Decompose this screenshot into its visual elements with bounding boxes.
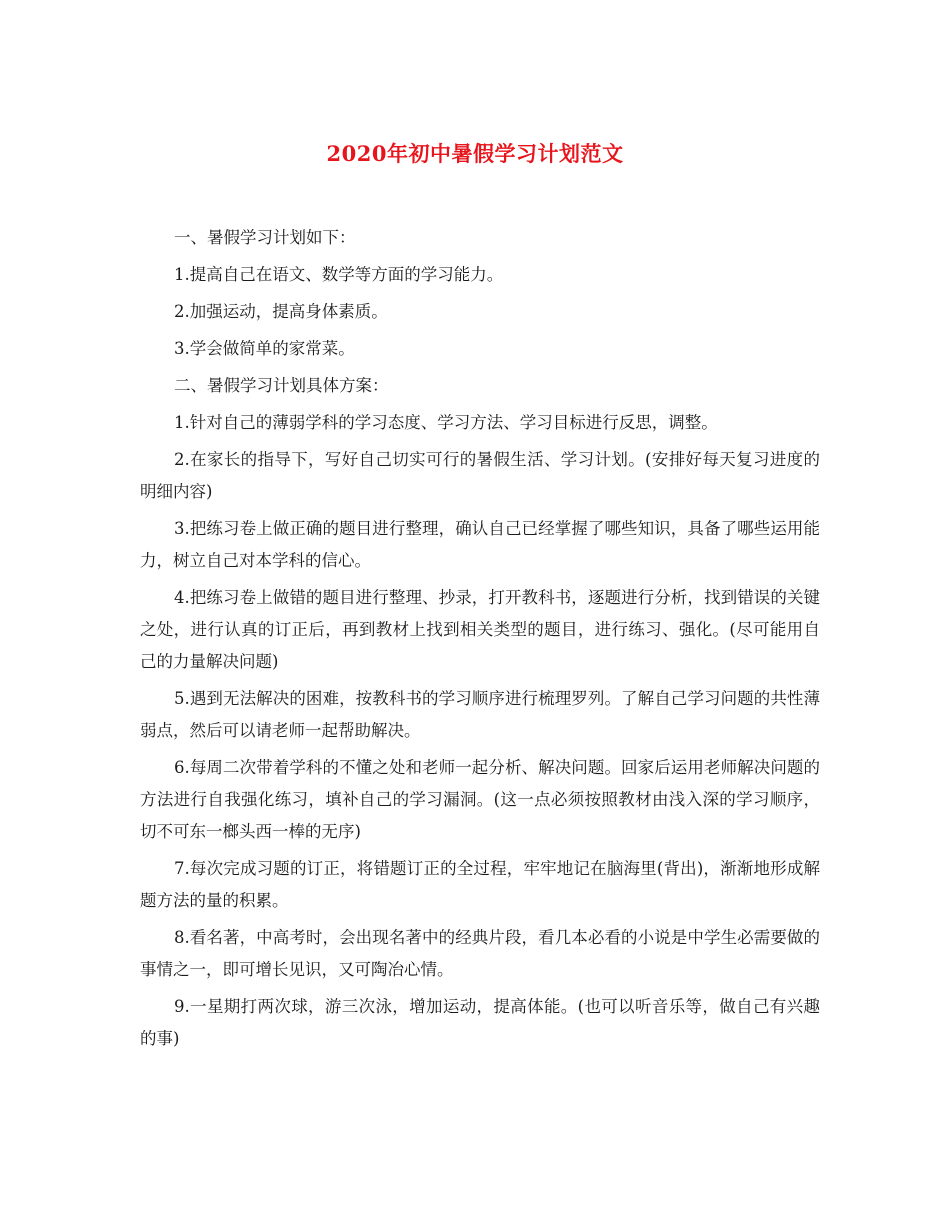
document-title: 2020年初中暑假学习计划范文 <box>326 141 624 166</box>
paragraph-plan-9: 9.一星期打两次球，游三次泳，增加运动，提高体能。(也可以听音乐等，做自己有兴趣的事) <box>140 997 820 1048</box>
paragraph-goal-2: 2.加强运动，提高身体素质。 <box>174 302 388 321</box>
paragraph-goal-3: 3.学会做简单的家常菜。 <box>174 339 355 358</box>
paragraph-section-two-heading: 二、暑假学习计划具体方案： <box>174 376 389 395</box>
paragraph-plan-8: 8.看名著，中高考时，会出现名著中的经典片段，看几本必看的小说是中学生必需要做的事情之一，即可增长见识，又可陶冶心情。 <box>140 928 820 979</box>
document-body <box>140 222 820 1060</box>
paragraph-plan-4: 4.把练习卷上做错的题目进行整理、抄录，打开教科书，逐题进行分析，找到错误的关键之处，进行认真的订正后，再到教材上找到相关类型的题目，进行练习、强化。(尽可能用自己的力量解决问题) <box>140 588 820 671</box>
paragraph-plan-1: 1.针对自己的薄弱学科的学习态度、学习方法、学习目标进行反思，调整。 <box>174 413 718 432</box>
paragraph-plan-6: 6.每周二次带着学科的不懂之处和老师一起分析、解决问题。回家后运用老师解决问题的方法进行自我强化练习，填补自己的学习漏洞。(这一点必须按照教材由浅入深的学习顺序，切不可东一榔头西一棒的无序) <box>140 758 820 841</box>
paragraph-plan-5: 5.遇到无法解决的困难，按教科书的学习顺序进行梳理罗列。了解自己学习问题的共性薄弱点，然后可以请老师一起帮助解决。 <box>140 689 820 740</box>
paragraph-section-one-heading: 一、暑假学习计划如下： <box>174 228 356 247</box>
paragraph-plan-2: 2.在家长的指导下，写好自己切实可行的暑假生活、学习计划。(安排好每天复习进度的明细内容) <box>140 450 820 501</box>
paragraph-plan-7: 7.每次完成习题的订正，将错题订正的全过程，牢牢地记在脑海里(背出)，渐渐地形成解题方法的量的积累。 <box>140 859 820 910</box>
paragraph-plan-3: 3.把练习卷上做正确的题目进行整理，确认自己已经掌握了哪些知识，具备了哪些运用能力，树立自己对本学科的信心。 <box>140 519 820 570</box>
paragraph-goal-1: 1.提高自己在语文、数学等方面的学习能力。 <box>174 265 504 284</box>
